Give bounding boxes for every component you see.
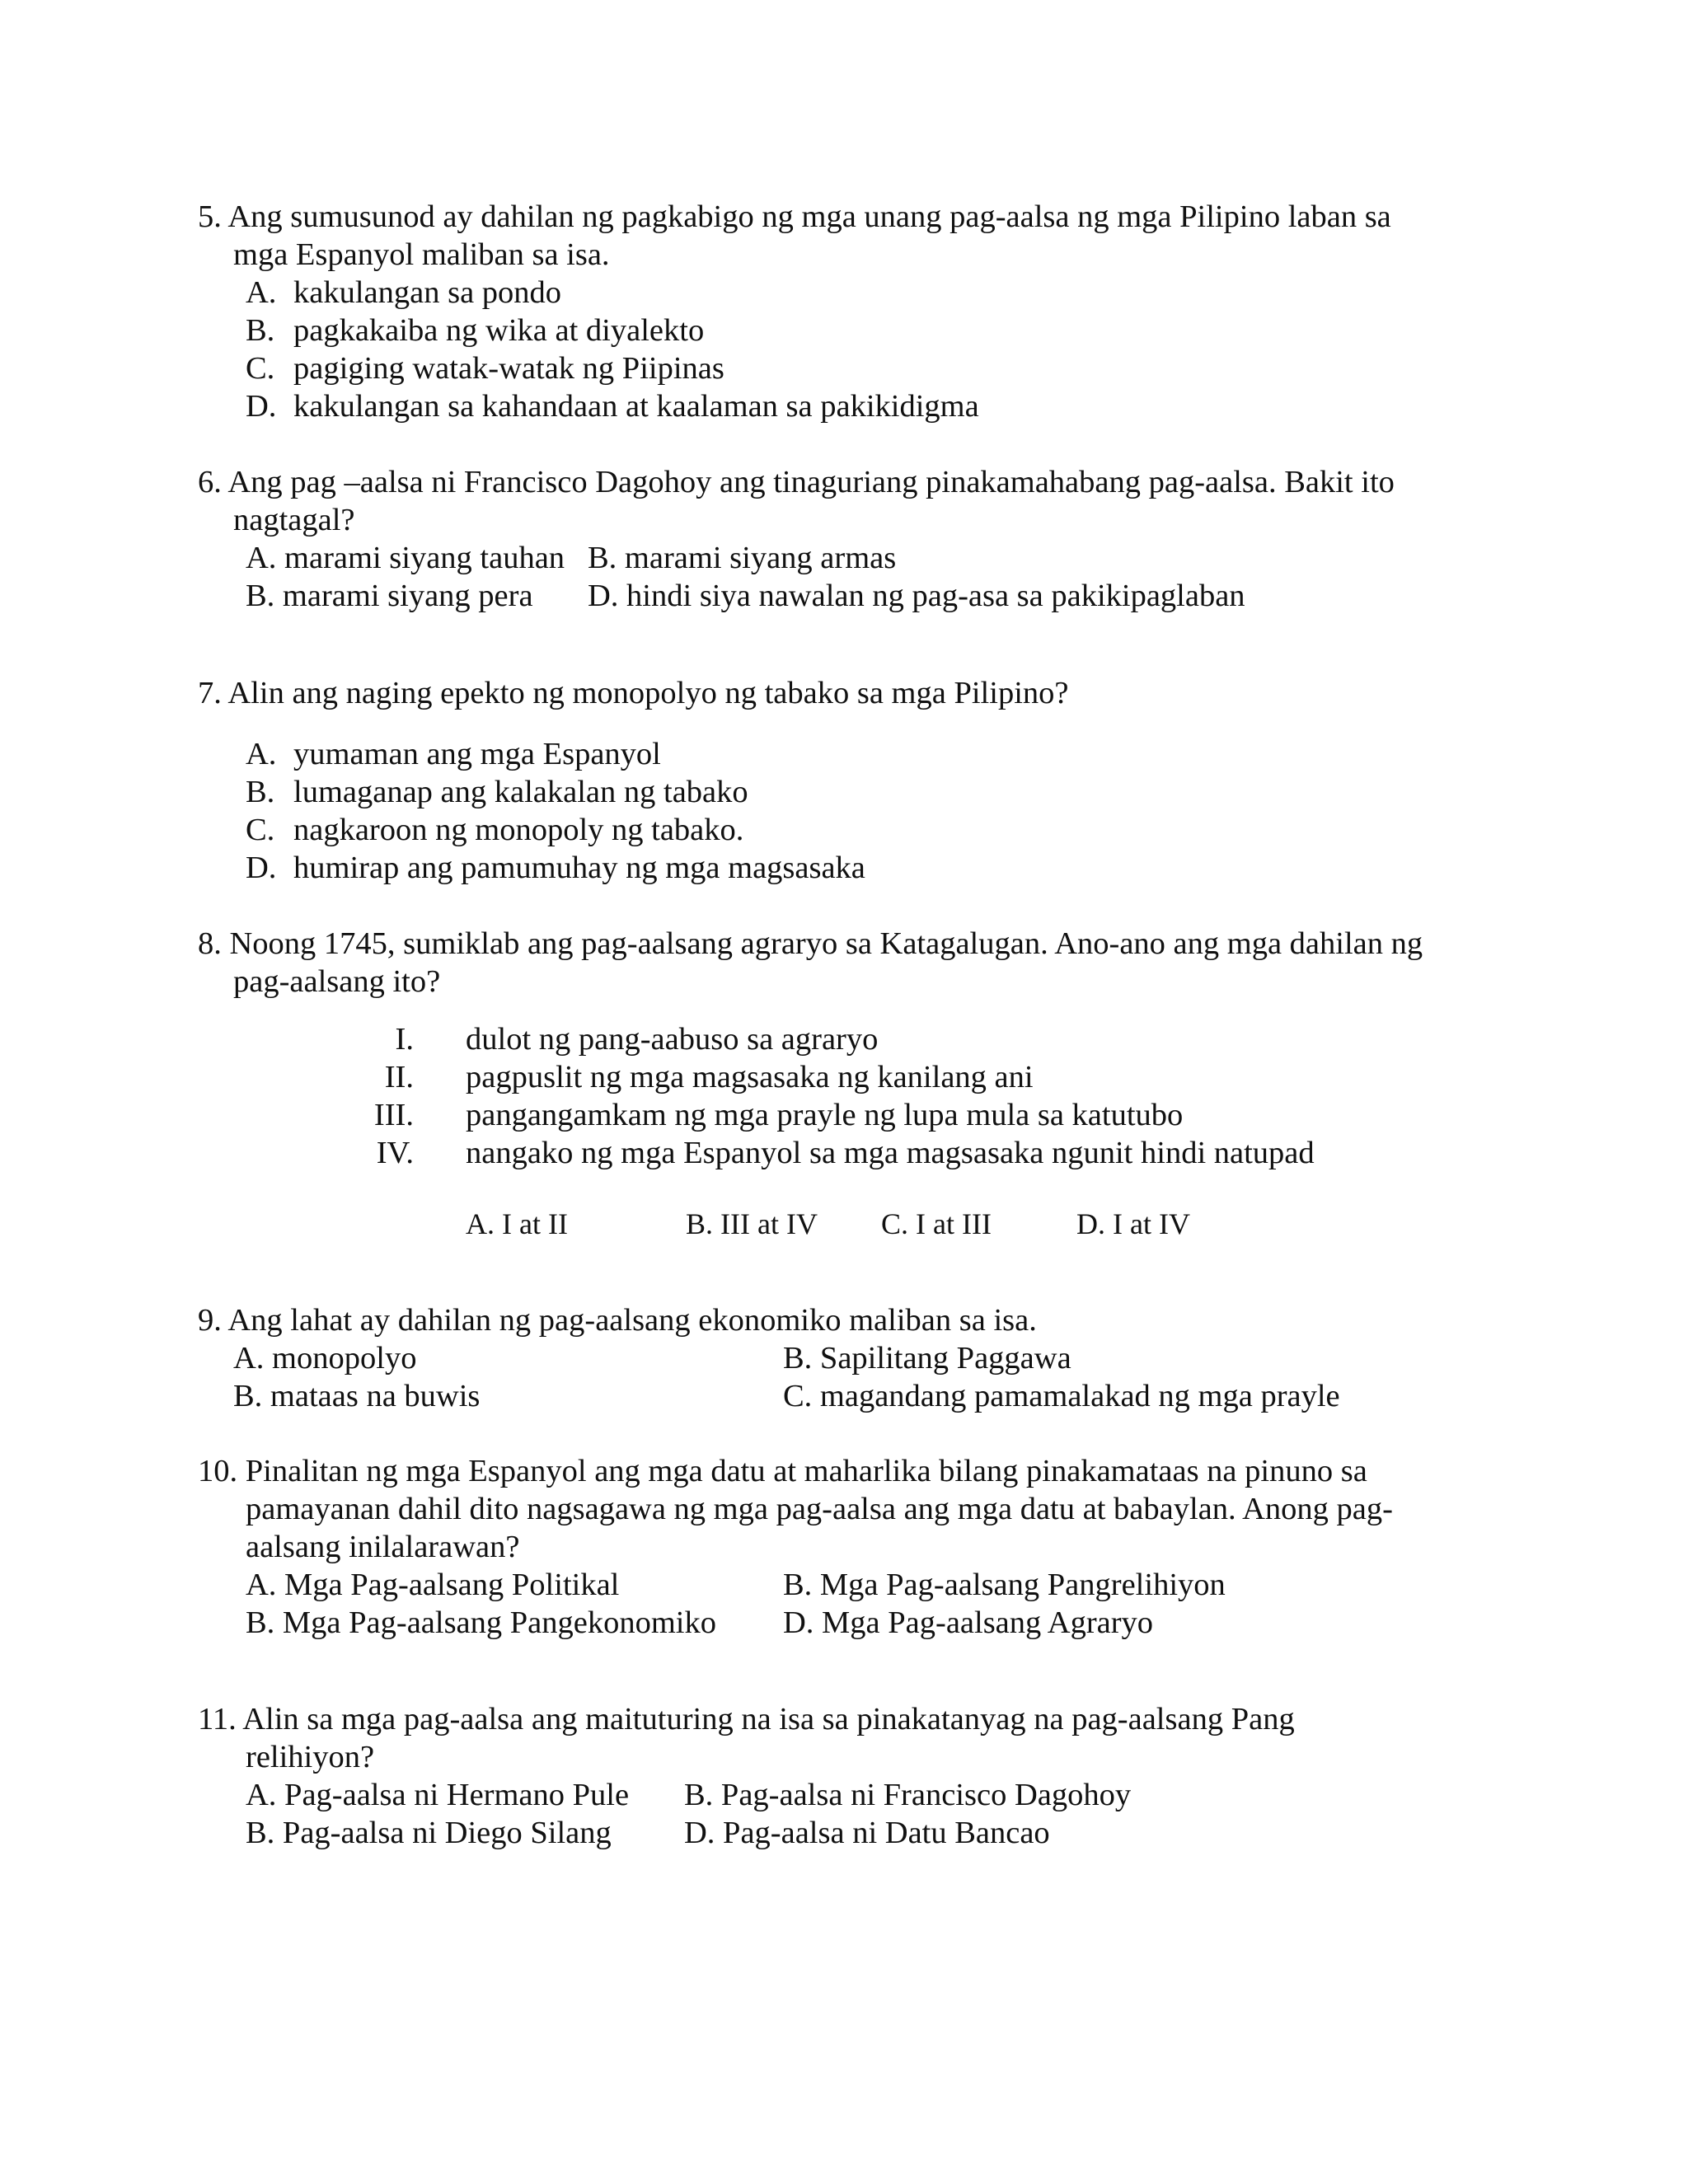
option-letter: C. [246,813,275,847]
option-text: lumaganap ang kalakalan ng tabako [293,775,748,809]
option-a: A. Mga Pag-aalsang Politikal [246,1568,620,1602]
question-stem: relihiyon? [246,1740,375,1774]
option-b: B. Pag-aalsa ni Francisco Dagohoy [684,1778,1132,1812]
statement-numeral: III. [373,1098,414,1132]
option-c: C. I at III [881,1207,992,1240]
option-c: B. Pag-aalsa ni Diego Silang [246,1816,612,1850]
question-stem: aalsang inilalarawan? [246,1530,520,1564]
option-letter: D. [246,851,277,885]
question-stem: 5. Ang sumusunod ay dahilan ng pagkabigo ng mga unang pag-aalsa ng mga Pilipino laban sa [198,199,1391,234]
option-letter: B. [246,775,275,809]
option-text: humirap ang pamumuhay ng mga magsasaka [293,851,865,885]
statement-text: pangangamkam ng mga prayle ng lupa mula sa katutubo [466,1098,1184,1132]
option-a: A. marami siyang tauhan [246,541,565,575]
option-letter: C. [246,351,275,386]
question-stem: pag-aalsang ito? [233,964,441,999]
option-a: A. Pag-aalsa ni Hermano Pule [246,1778,630,1812]
statement-text: nangako ng mga Espanyol sa mga magsasaka ngunit hindi natupad [466,1136,1315,1170]
question-stem: 9. Ang lahat ay dahilan ng pag-aalsang ekonomiko maliban sa isa. [198,1303,1037,1338]
question-stem: mga Espanyol maliban sa isa. [233,237,610,272]
option-text: nagkaroon ng monopoly ng tabako. [293,813,744,847]
statement-numeral: I. [395,1022,414,1057]
option-text: yumaman ang mga Espanyol [293,737,661,771]
option-b: B. Sapilitang Paggawa [783,1341,1071,1376]
option-text: kakulangan sa kahandaan at kaalaman sa pakikidigma [293,389,979,424]
option-c: B. marami siyang pera [246,579,533,613]
option-a: A. I at II [466,1207,568,1240]
question-stem: pamayanan dahil dito nagsagawa ng mga pag-aalsa ang mga datu at babaylan. Anong pag- [246,1492,1393,1526]
statement-numeral: II. [384,1060,414,1094]
option-d: D. hindi siya nawalan ng pag-asa sa pakikipaglaban [588,579,1245,613]
option-b: B. III at IV [686,1207,818,1240]
option-text: kakulangan sa pondo [293,275,562,310]
question-stem: 8. Noong 1745, sumiklab ang pag-aalsang agraryo sa Katagalugan. Ano-ano ang mga dahilan ng [198,926,1423,961]
option-c: B. mataas na buwis [233,1379,481,1413]
option-d: D. Mga Pag-aalsang Agraryo [783,1605,1154,1640]
option-letter: A. [246,275,277,310]
option-c: B. Mga Pag-aalsang Pangekonomiko [246,1605,716,1640]
statement-numeral: IV. [376,1136,414,1170]
question-stem: 10. Pinalitan ng mga Espanyol ang mga datu at maharlika bilang pinakamataas na pinuno sa [198,1454,1367,1488]
option-d: D. I at IV [1076,1207,1190,1240]
option-letter: B. [246,313,275,348]
question-stem: 6. Ang pag –aalsa ni Francisco Dagohoy ang tinaguriang pinakamahabang pag-aalsa. Bakit ito [198,465,1395,499]
question-stem: nagtagal? [233,503,355,537]
statement-text: pagpuslit ng mga magsasaka ng kanilang ani [466,1060,1034,1094]
option-text: pagiging watak-watak ng Piipinas [293,351,724,386]
option-b: B. Mga Pag-aalsang Pangrelihiyon [783,1568,1226,1602]
question-stem: 7. Alin ang naging epekto ng monopolyo ng tabako sa mga Pilipino? [198,676,1069,710]
option-text: pagkakaiba ng wika at diyalekto [293,313,705,348]
option-letter: A. [246,737,277,771]
option-d: C. magandang pamamalakad ng mga prayle [783,1379,1340,1413]
option-a: A. monopolyo [233,1341,417,1376]
option-d: D. Pag-aalsa ni Datu Bancao [684,1816,1050,1850]
option-b: B. marami siyang armas [588,541,897,575]
statement-text: dulot ng pang-aabuso sa agraryo [466,1022,879,1057]
option-letter: D. [246,389,277,424]
question-stem: 11. Alin sa mga pag-aalsa ang maituturing na isa sa pinakatanyag na pag-aalsang Pang [198,1702,1295,1736]
